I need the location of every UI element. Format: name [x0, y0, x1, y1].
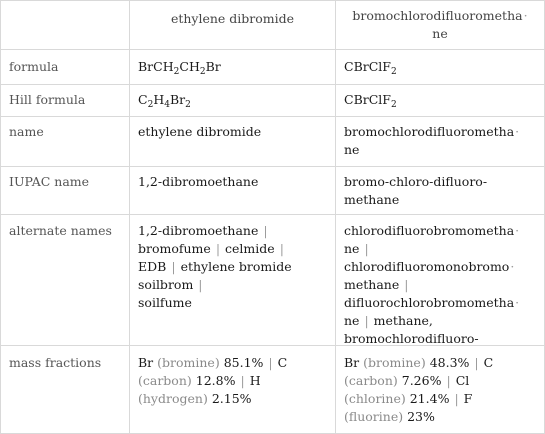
mass-label-text: mass fractions [9, 355, 102, 370]
formula-part: CH [179, 59, 200, 74]
row-hill-label [0, 85, 130, 117]
row-name-c2: bromochlorodifluorometha· ne [336, 117, 545, 167]
separator: | [268, 355, 273, 370]
alt-name-item: soilfume [138, 295, 192, 310]
row-alt-label [0, 215, 130, 346]
row-mass-c2 [336, 346, 545, 434]
row-mass-label [0, 346, 130, 434]
element-symbol: C [483, 355, 494, 370]
separator: | [454, 391, 459, 406]
row-formula-label [0, 50, 130, 85]
row-mass-c1 [130, 346, 336, 434]
formula-sub: 4 [164, 100, 170, 110]
element-symbol: Cl [455, 373, 470, 388]
name-c1-text: ethylene dibromide [138, 124, 262, 139]
formula-part: C [138, 92, 148, 107]
separator: | [474, 355, 479, 370]
separator: | [263, 223, 268, 238]
alt-name-item: ethylene bromide [180, 259, 292, 274]
mass-value: 48.3% [429, 355, 470, 370]
mass-value: 7.26% [401, 373, 442, 388]
alt-c2-line: bromochlorodifluoro- [344, 331, 479, 346]
row-iupac-c2 [336, 167, 545, 215]
mass-value: 12.8% [195, 373, 236, 388]
element-name: (carbon) [138, 373, 192, 388]
separator: | [364, 241, 369, 256]
row-iupac-c1 [130, 167, 336, 215]
name-label-text: name [9, 124, 44, 139]
header-col2-line2: ne [432, 26, 448, 41]
mass-value: 85.1% [223, 355, 264, 370]
alt-c2-line: methane, [373, 313, 433, 328]
row-alt-c2: chlorodifluorobromometha· ne | chlorodifluoromonobromo· methane | difluorochlorobromometha· ne | methane, bromochlorodifluoro- [336, 215, 545, 346]
element-symbol: F [463, 391, 473, 406]
separator: | [198, 277, 203, 292]
formula-sub: 2 [390, 100, 397, 110]
iupac-c2-line1: bromo-chloro-difluoro- [344, 174, 488, 189]
formula-sub: 2 [390, 67, 397, 77]
alt-name-item: soilbrom [138, 277, 194, 292]
formula-part: BrCH [138, 59, 174, 74]
name-c2-line2: ne [344, 142, 360, 157]
element-symbol: Br [138, 355, 154, 370]
element-symbol: H [249, 373, 261, 388]
separator: | [404, 277, 409, 292]
separator: | [215, 241, 221, 256]
row-hill-c2 [336, 85, 545, 117]
iupac-label-text: IUPAC name [9, 174, 90, 189]
formula-part: Br [169, 92, 186, 107]
iupac-c2-line2: methane [344, 192, 400, 207]
formula-sub: 2 [147, 100, 154, 110]
separator: | [364, 313, 369, 328]
row-formula-c2 [336, 50, 545, 85]
iupac-c1-text: 1,2-dibromoethane [138, 174, 259, 189]
header-col1 [130, 0, 336, 50]
separator: | [279, 241, 284, 256]
header-col2: bromochlorodifluorometha· ne [336, 0, 545, 50]
alt-name-item: bromofume [138, 241, 211, 256]
hill-label-text: Hill formula [9, 92, 86, 107]
element-name: (fluorine) [344, 409, 404, 424]
element-name: (carbon) [344, 373, 398, 388]
element-name: (hydrogen) [138, 391, 208, 406]
formula-sub: 2 [199, 67, 206, 77]
name-c2-line1: bromochlorodifluorometha [344, 124, 515, 139]
separator: | [171, 259, 176, 274]
element-symbol: Br [344, 355, 360, 370]
alt-name-item: EDB [138, 259, 167, 274]
header-empty-cell [0, 0, 130, 50]
formula-part: H [153, 92, 165, 107]
row-hill-c1 [130, 85, 336, 117]
alt-label-text: alternate names [9, 223, 112, 238]
header-col1-text: ethylene dibromide [170, 11, 295, 26]
alt-c2-line: ne [344, 313, 360, 328]
alt-c2-line: difluorochlorobromometha [344, 295, 515, 310]
alt-name-item: 1,2-dibromoethane [138, 223, 259, 238]
mass-value: 21.4% [409, 391, 450, 406]
row-alt-c1 [130, 215, 336, 346]
formula-sub: 2 [173, 67, 180, 77]
element-name: (chlorine) [344, 391, 406, 406]
row-iupac-label [0, 167, 130, 215]
alt-c2-line: methane [344, 277, 400, 292]
formula-sub: 2 [185, 100, 191, 110]
formula-part: CBrClF [344, 59, 391, 74]
formula-part: CBrClF [344, 92, 391, 107]
row-name-label [0, 117, 130, 167]
mass-value: 23% [407, 409, 435, 424]
formula-part: Br [205, 59, 221, 74]
row-formula-c1 [130, 50, 336, 85]
mass-value: 2.15% [211, 391, 252, 406]
element-symbol: C [277, 355, 288, 370]
alt-c2-line: chlorodifluoromonobromo [344, 259, 510, 274]
alt-c2-line: chlorodifluorobromometha [344, 223, 515, 238]
row-name-c1 [130, 117, 336, 167]
formula-label-text: formula [9, 59, 59, 74]
header-col2-line1: bromochlorodifluorometha [352, 8, 523, 23]
separator: | [446, 373, 451, 388]
element-name: (bromine) [157, 355, 220, 370]
alt-name-item: celmide [225, 241, 275, 256]
element-name: (bromine) [363, 355, 426, 370]
separator: | [240, 373, 245, 388]
alt-c2-line: ne [344, 241, 360, 256]
